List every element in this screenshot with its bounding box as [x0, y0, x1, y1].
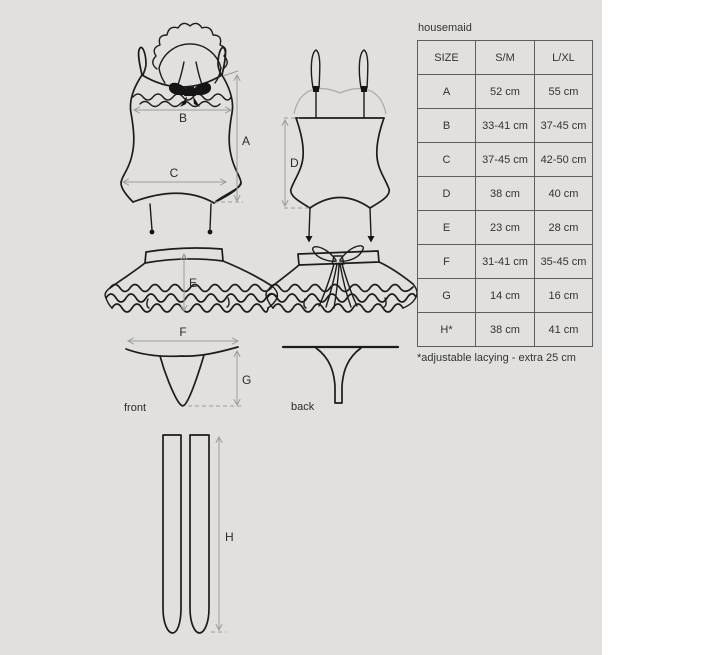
size-table: [417, 40, 593, 347]
cell-lxl: 35-45 cm: [535, 245, 593, 279]
measure-label-f: F: [179, 325, 187, 339]
table-footnote: *adjustable lacying - extra 25 cm: [417, 352, 576, 364]
table-row: [418, 109, 593, 143]
cell-size: F: [418, 245, 476, 279]
cell-sm: 38 cm: [476, 177, 535, 211]
back-panty-drawing: [283, 347, 398, 413]
table-row: [418, 245, 593, 279]
cell-size: D: [418, 177, 476, 211]
view-label-back: back: [291, 401, 315, 413]
cell-sm: 23 cm: [476, 211, 535, 245]
measure-arrow-c: [123, 166, 226, 182]
table-row: [418, 211, 593, 245]
table-row: [418, 313, 593, 347]
cell-size: E: [418, 211, 476, 245]
cell-sm: 33-41 cm: [476, 109, 535, 143]
cell-sm: 31-41 cm: [476, 245, 535, 279]
measure-label-a: A: [242, 134, 251, 148]
measure-arrow-h: [211, 437, 234, 632]
back-skirt-drawing: [266, 246, 417, 312]
cell-lxl: 40 cm: [535, 177, 593, 211]
cell-sm: 14 cm: [476, 279, 535, 313]
measure-label-b: B: [178, 111, 188, 125]
cell-size: B: [418, 109, 476, 143]
cell-sm: 38 cm: [476, 313, 535, 347]
size-table-section: [417, 22, 593, 364]
measure-arrow-d: [284, 118, 312, 208]
cell-size: G: [418, 279, 476, 313]
measure-arrow-f: [128, 325, 238, 341]
cell-lxl: 28 cm: [535, 211, 593, 245]
cell-sm: 37-45 cm: [476, 143, 535, 177]
cell-lxl: 16 cm: [535, 279, 593, 313]
measure-label-d: D: [290, 156, 299, 170]
measure-label-h: H: [225, 530, 234, 544]
table-row: [418, 143, 593, 177]
measure-arrow-b: [134, 110, 231, 125]
measure-label-c: C: [169, 166, 179, 180]
cell-lxl: 42-50 cm: [535, 143, 593, 177]
cell-sm: 52 cm: [476, 75, 535, 109]
measure-label-g: G: [242, 373, 252, 387]
cell-lxl: 37-45 cm: [535, 109, 593, 143]
cell-lxl: 55 cm: [535, 75, 593, 109]
table-row: [418, 75, 593, 109]
product-title: housemaid: [418, 22, 472, 34]
size-table-header-row: [418, 41, 593, 75]
cell-size: C: [418, 143, 476, 177]
cell-size: A: [418, 75, 476, 109]
cell-size: H*: [418, 313, 476, 347]
stockings-drawing: [163, 435, 209, 633]
header-cell-lxl: L/XL: [535, 41, 593, 75]
header-cell-sm: S/M: [476, 41, 535, 75]
measure-label-e: E: [189, 276, 198, 290]
back-corset-drawing: [291, 50, 389, 243]
view-label-front: front: [124, 402, 147, 414]
front-panty-drawing: [124, 347, 238, 414]
cell-lxl: 41 cm: [535, 313, 593, 347]
table-row: [418, 279, 593, 313]
header-cell-size: SIZE: [418, 41, 476, 75]
table-row: [418, 177, 593, 211]
measure-arrow-e: [184, 254, 197, 311]
